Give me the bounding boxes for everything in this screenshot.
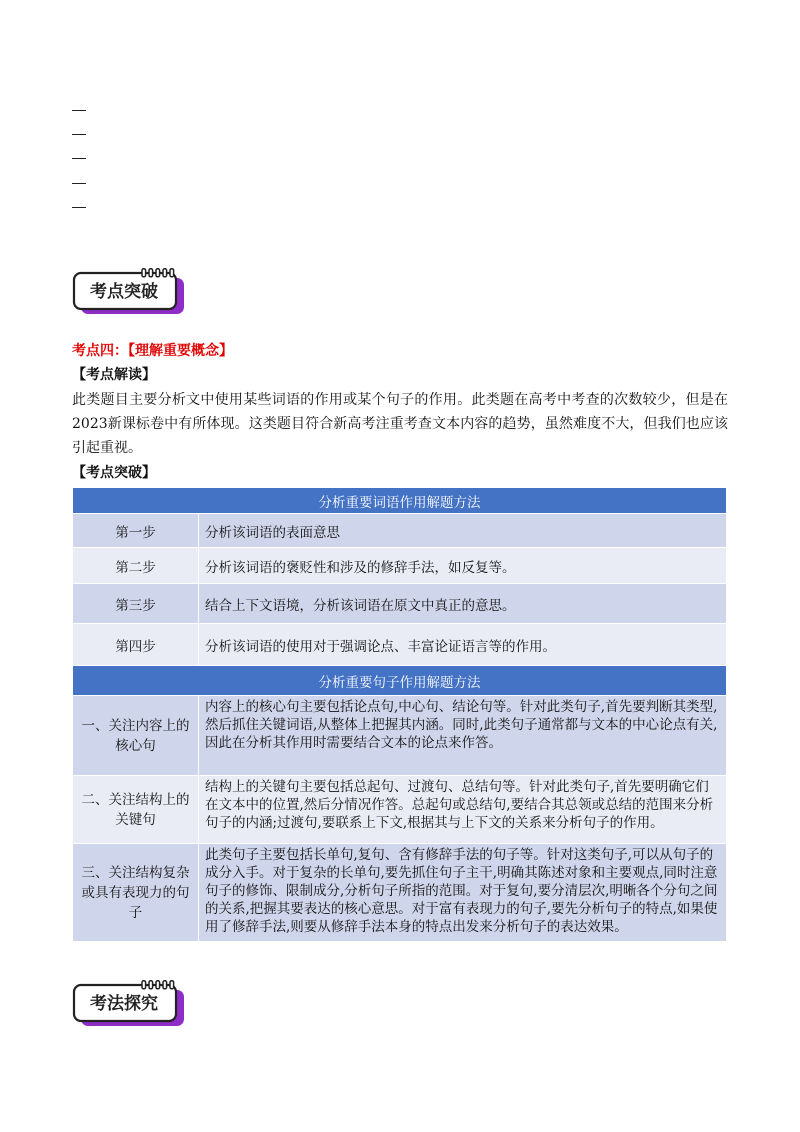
interpretation-heading: 【考点解读】	[72, 367, 156, 383]
table-title: 分析重要句子作用解题方法	[73, 666, 727, 696]
step-desc: 分析该词语的褒贬性和涉及的修辞手法，如反复等。	[199, 548, 727, 584]
step-label: 第三步	[73, 584, 199, 624]
method-desc: 结构上的关键句主要包括总起句、过渡句、总结句等。针对此类句子,首先要明确它们在文本中的位置,然后分情况作答。总起句或总结句,要结合其总领或总结的范围来分析句子的内涵;过渡句,要联系上下文,根据其与上下文的关系来分析句子的作用。	[199, 776, 727, 844]
section-title: 考点四：【理解重要概念】	[72, 343, 233, 359]
method-label: 二、关注结构上的关键句	[73, 776, 199, 844]
table-row	[73, 548, 727, 584]
method-label: 一、关注内容上的核心句	[73, 696, 199, 776]
dash-line	[72, 110, 86, 111]
interpretation-paragraph: 此类题目主要分析文中使用某些词语的作用或某个句子的作用。此类题在高考中考查的次数较少，但是在2023新课标卷中有所体现。这类题目符合新高考注重考查文本内容的趋势，虽然难度不大，但我们也应该引起重视。	[72, 392, 728, 456]
table-row	[73, 696, 727, 776]
table-row	[73, 776, 727, 844]
breakthrough-heading: 【考点突破】	[72, 465, 156, 481]
table-row	[73, 844, 727, 942]
word-method-table	[72, 487, 727, 666]
dash-line	[72, 183, 86, 184]
step-label: 第二步	[73, 548, 199, 584]
table-row	[73, 624, 727, 666]
step-label: 第一步	[73, 514, 199, 548]
table-row	[73, 584, 727, 624]
table-row	[73, 514, 727, 548]
step-label: 第四步	[73, 624, 199, 666]
badge-label: 考法探究	[90, 994, 158, 1014]
badge-label: 考点突破	[90, 282, 158, 302]
table-header-row	[73, 488, 727, 514]
step-desc: 分析该词语的表面意思	[199, 514, 727, 548]
table-title: 分析重要词语作用解题方法	[73, 488, 727, 514]
badge-kaofa-tanjiu	[72, 980, 188, 1030]
step-desc: 分析该词语的使用对于强调论点、丰富论证语言等的作用。	[199, 624, 727, 666]
step-desc: 结合上下文语境，分析该词语在原文中真正的意思。	[199, 584, 727, 624]
dash-line	[72, 158, 86, 159]
sentence-method-table	[72, 665, 727, 942]
dash-line	[72, 207, 86, 208]
dash-line	[72, 134, 86, 135]
method-label: 三、关注结构复杂或具有表现力的句子	[73, 844, 199, 942]
method-desc: 内容上的核心句主要包括论点句,中心句、结论句等。针对此类句子,首先要判断其类型,然后抓住关键词语,从整体上把握其内涵。同时,此类句子通常都与文本的中心论点有关,因此在分析其作用时需要结合文本的论点来作答。	[199, 696, 727, 776]
method-desc: 此类句子主要包括长单句,复句、含有修辞手法的句子等。针对这类句子,可以从句子的成分入手。对于复杂的长单句,要先抓住句子主干,明确其陈述对象和主要观点,同时注意句子的修饰、限制成分,分析句子所指的范围。对于复句,要分清层次,明晰各个分句之间的关系,把握其要表达的核心意思。对于富有表现力的句子,要先分析句子的特点,如果使用了修辞手法,则要从修辞手法本身的特点出发来分析句子的表达效果。	[199, 844, 727, 942]
table-header-row	[73, 666, 727, 696]
badge-kaodian-tupo	[72, 268, 188, 318]
